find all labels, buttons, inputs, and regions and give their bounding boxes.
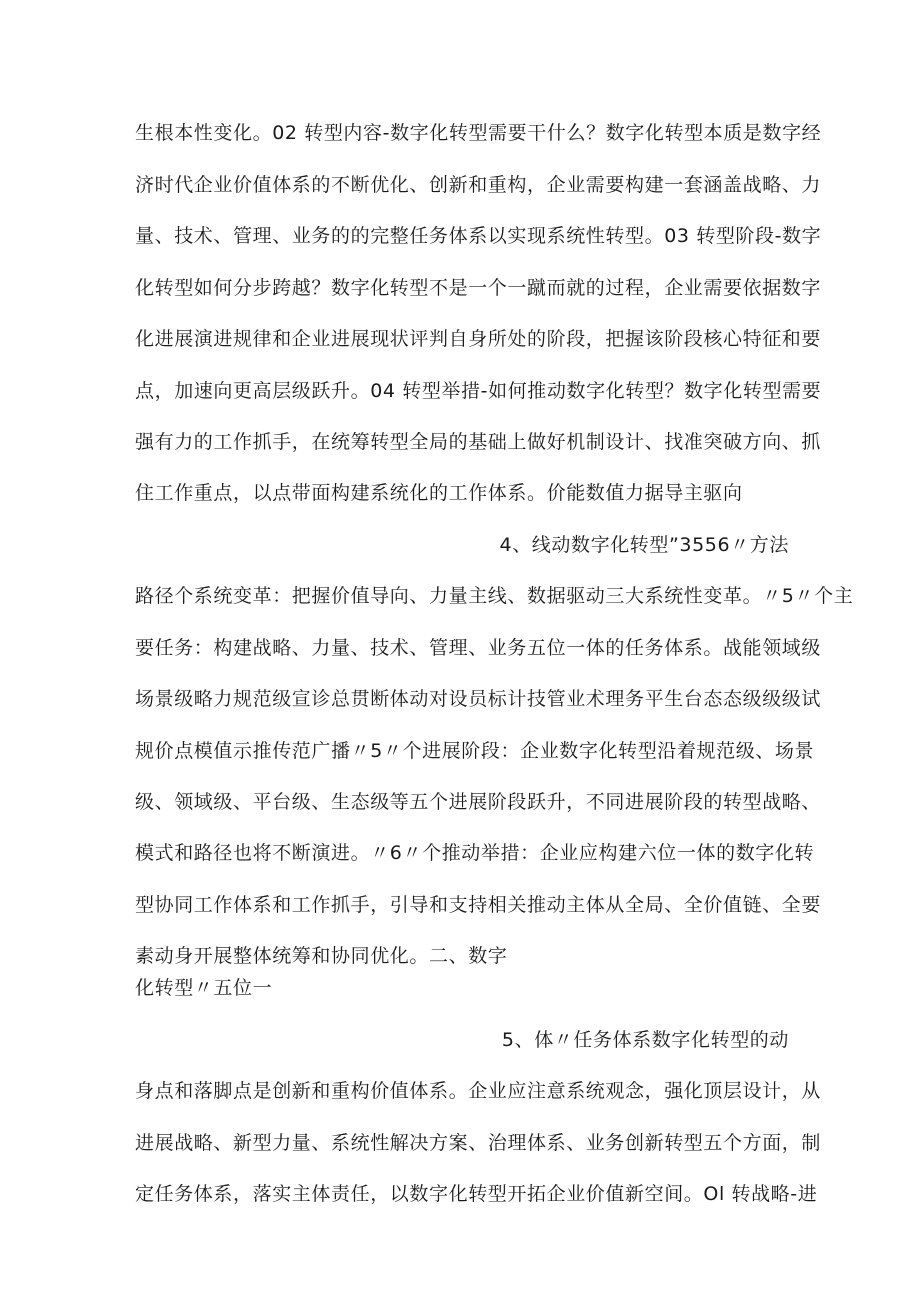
text-line: 化转型如何分步跨越？数字化转型不是一个一蹴而就的过程，企业需要依据数字 xyxy=(135,277,822,299)
section-heading-4: 4、线动数字化转型”3556〃方法 xyxy=(499,534,789,556)
text-line: 模式和路径也将不断演进。〃6〃个推动举措：企业应构建六位一体的数字化转 xyxy=(135,842,815,864)
text-line: 型协同工作体系和工作抓手，引导和支持相关推动主体从全局、全价值链、全要 xyxy=(135,894,822,916)
text-line: 身点和落脚点是创新和重构价值体系。企业应注意系统观念，强化顶层设计，从 xyxy=(135,1080,822,1102)
text-line: 场景级略力规范级宣诊总贯断体动对设员标计技管业术理务平生台态态级级级试 xyxy=(135,688,822,710)
text-line: 量、技术、管理、业务的的完整任务体系以实现系统性转型。03 转型阶段-数字 xyxy=(135,225,822,247)
text-line: 生根本性变化。02 转型内容-数字化转型需要干什么？数字化转型本质是数字经 xyxy=(135,122,822,144)
text-line: 化转型〃五位一 xyxy=(135,977,273,999)
text-line: 素动身开展整体统筹和协同优化。二、数字 xyxy=(135,945,508,967)
text-line: 济时代企业价值体系的不断优化、创新和重构，企业需要构建一套涵盖战略、力 xyxy=(135,174,822,196)
text-line: 点，加速向更高层级跃升。04 转型举措-如何推动数字化转型？数字化转型需要 xyxy=(135,380,822,402)
text-line: 规价点模值示推传范广播〃5〃个进展阶段：企业数字化转型沿着规范级、场景 xyxy=(135,740,815,762)
text-line: 要任务：构建战略、力量、技术、管理、业务五位一体的任务体系。战能领域级 xyxy=(135,637,822,659)
text-line: 级、领域级、平台级、生态级等五个进展阶段跃升，不同进展阶段的转型战略、 xyxy=(135,791,822,813)
text-line: 强有力的工作抓手，在统筹转型全局的基础上做好机制设计、找准突破方向、抓 xyxy=(135,431,822,453)
text-line: 化进展演进规律和企业进展现状评判自身所处的阶段，把握该阶段核心特征和要 xyxy=(135,328,822,350)
text-line: 路径个系统变革：把握价值导向、力量主线、数据驱动三大系统性变革。〃5〃个主 xyxy=(135,585,854,607)
text-line: 住工作重点，以点带面构建系统化的工作体系。价能数值力据导主驱向 xyxy=(135,482,743,504)
section-heading-5: 5、体〃任务体系数字化转型的动 xyxy=(501,1029,789,1051)
text-line: 进展战略、新型力量、系统性解决方案、治理体系、业务创新转型五个方面，制 xyxy=(135,1132,822,1154)
text-line: 定任务体系，落实主体责任，以数字化转型开拓企业价值新空间。Ol 转战略-进 xyxy=(135,1183,818,1205)
